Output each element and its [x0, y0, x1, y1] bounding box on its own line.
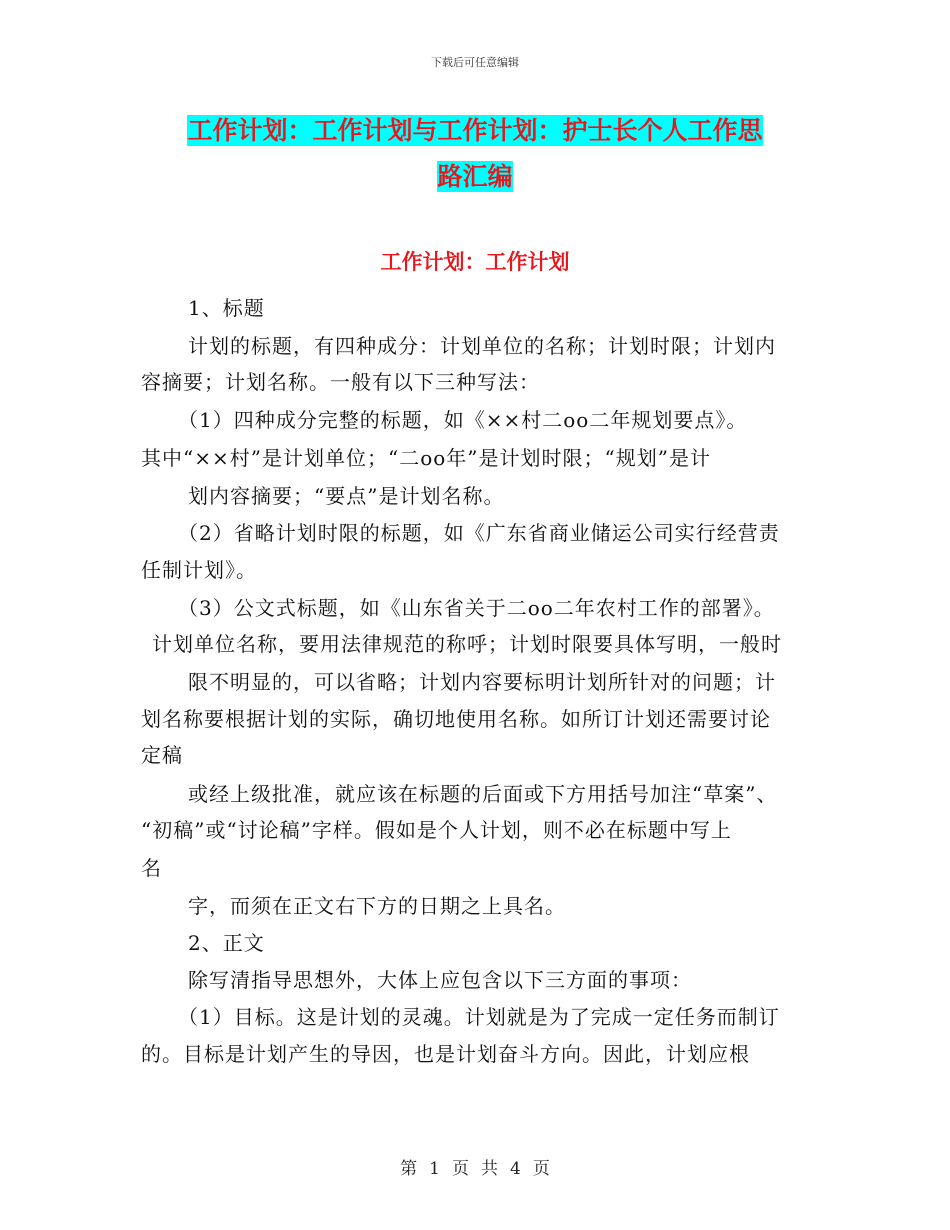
paragraph-line: （1）目标。这是计划的灵魂。计划就是为了完成一定任务而制订	[178, 1005, 780, 1029]
title-line-1: 工作计划：工作计划与工作计划：护士长个人工作思	[187, 116, 763, 145]
paragraph-line: 限不明显的，可以省略；计划内容要标明计划所针对的问题；计	[188, 670, 776, 694]
paragraph-line: 计划单位名称，要用法律规范的称呼；计划时限要具体写明，一般时	[152, 632, 782, 656]
paragraph-line: 的。目标是计划产生的导因，也是计划奋斗方向。因此，计划应根	[141, 1042, 750, 1066]
paragraph-line: 名	[141, 856, 162, 880]
footer-label: 第	[400, 1159, 418, 1179]
paragraph-line: 或经上级批准，就应该在标题的后面或下方用括号加注“草案”、	[188, 782, 778, 806]
paragraph-line: 1、标题	[188, 296, 265, 320]
paragraph-line: 任制计划》。	[141, 558, 257, 582]
paragraph-line: “初稿”或“讨论稿”字样。假如是个人计划，则不必在标题中写上	[141, 818, 732, 842]
paragraph-line: 其中“××村”是计划单位；“二oo年”是计划时限；“规划”是计	[141, 446, 711, 470]
total-pages: 4	[510, 1159, 521, 1179]
paragraph-line: 字，而须在正文右下方的日期之上具名。	[188, 894, 566, 918]
paragraph-line: （3）公文式标题，如《山东省关于二oo二年农村工作的部署》。	[178, 596, 775, 620]
footer-label: 页	[452, 1159, 469, 1179]
title-line-2: 路汇编	[437, 162, 513, 191]
paragraph-line: （1）四种成分完整的标题，如《××村二oo二年规划要点》。	[178, 408, 748, 432]
paragraph-line: 定稿	[141, 743, 183, 767]
paragraph-line: （2）省略计划时限的标题，如《广东省商业储运公司实行经营责	[178, 521, 780, 545]
header-note: 下载后可任意编辑	[431, 56, 519, 69]
paragraph-line: 划名称要根据计划的实际，确切地使用名称。如所订计划还需要讨论	[141, 707, 771, 731]
paragraph-line: 2、正文	[188, 931, 265, 955]
page-footer	[0, 1154, 950, 1179]
document-title	[140, 108, 810, 200]
paragraph-line: 计划的标题，有四种成分：计划单位的名称；计划时限；计划内	[188, 334, 776, 358]
page-number: 1	[429, 1159, 440, 1179]
section-title: 工作计划：工作计划	[380, 250, 570, 274]
footer-label: 共	[481, 1159, 498, 1179]
paragraph-line: 除写清指导思想外，大体上应包含以下三方面的事项：	[188, 968, 692, 992]
paragraph-line: 容摘要；计划名称。一般有以下三种写法：	[141, 370, 540, 394]
footer-label: 页	[532, 1159, 550, 1179]
paragraph-line: 划内容摘要；“要点”是计划名称。	[188, 484, 505, 508]
